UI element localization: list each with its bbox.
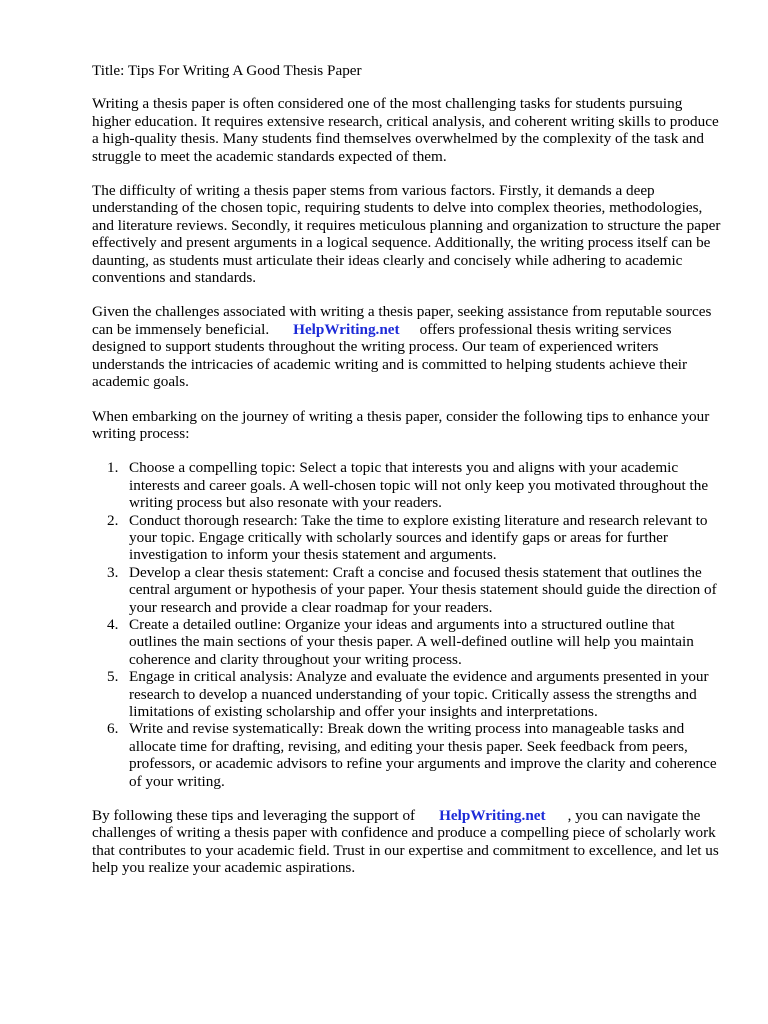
list-item xyxy=(107,563,722,616)
list-item-number: 2. xyxy=(107,511,119,529)
conclusion-paragraph xyxy=(92,807,722,877)
document-title: Title: Tips For Writing A Good Thesis Paper xyxy=(92,62,362,79)
tips-intro-paragraph: When embarking on the journey of writing a thesis paper, consider the following tips to enhance your writing process: xyxy=(92,407,710,442)
list-item-number: 6. xyxy=(107,720,119,738)
intro-paragraph: Writing a thesis paper is often considered one of the most challenging tasks for students pursuing higher education. It requires extensive research, critical analysis, and coherent writing skills to produce a high-quality thesis. Many students find themselves overwhelmed by the complexity of the task and struggle to meet the academic standards expected of them. xyxy=(92,95,719,165)
list-item xyxy=(107,459,722,512)
assistance-paragraph xyxy=(92,303,722,390)
list-item-number: 3. xyxy=(107,563,119,581)
list-item-text: Engage in critical analysis: Analyze and evaluate the evidence and arguments presented in your research to develop a nuanced understanding of your topic. Critically assess the strengths and limitations of existing scholarship and offer your insights and interpretations. xyxy=(129,668,709,720)
tips-list xyxy=(92,459,722,790)
list-item xyxy=(107,615,722,668)
assistance-text-after: offers professional thesis writing services designed to support students throughout the writing process. Our team of experienced writers understands the intricacies of academic writing and is committed to helping students achieve their academic goals. xyxy=(92,320,688,391)
conclusion-text-after: , you can navigate the challenges of writing a thesis paper with confidence and produce a compelling piece of scholarly work that contributes to your academic field. Trust in our expertise and commitment to excellence, and let us help you realize your academic aspirations. xyxy=(92,807,719,877)
list-item-number: 5. xyxy=(107,668,119,686)
list-item-text: Develop a clear thesis statement: Craft a concise and focused thesis statement that outlines the central argument or hypothesis of your paper. Your thesis statement should guide the direction of your research and provide a clear roadmap for your readers. xyxy=(129,563,717,616)
difficulty-paragraph: The difficulty of writing a thesis paper stems from various factors. Firstly, it demands a deep understanding of the chosen topic, requiring students to delve into complex theories, methodologies, and literature reviews. Secondly, it requires meticulous planning and organization to structure the paper effectively and present arguments in a logical sequence. Additionally, the writing process itself can be daunting, as students must articulate their ideas clearly and concisely while adhering to academic conventions and standards. xyxy=(92,182,721,287)
assistance-text-before: Given the challenges associated with writing a thesis paper, seeking assistance from reputable sources can be immensely beneficial. xyxy=(92,303,712,338)
list-item-text: Create a detailed outline: Organize your ideas and arguments into a structured outline that outlines the main sections of your thesis paper. A well-defined outline will help you maintain coherence and clarity throughout your writing process. xyxy=(129,615,694,668)
list-item xyxy=(107,720,722,790)
helpwriting-link[interactable]: HelpWriting.net xyxy=(293,320,400,338)
list-item-text: Conduct thorough research: Take the time to explore existing literature and research relevant to your topic. Engage critically with scholarly sources and identify gaps or areas for further investigation to inform your thesis statement and arguments. xyxy=(129,511,708,564)
helpwriting-link-2[interactable]: HelpWriting.net xyxy=(439,807,546,825)
list-item xyxy=(107,511,722,564)
list-item xyxy=(107,668,722,720)
list-item-number: 4. xyxy=(107,615,119,633)
list-item-text: Write and revise systematically: Break down the writing process into manageable tasks and allocate time for drafting, revising, and editing your thesis paper. Seek feedback from peers, professors, or academic advisors to refine your arguments and improve the clarity and coherence of your writing. xyxy=(129,720,717,790)
list-item-number: 1. xyxy=(107,459,119,477)
list-item-text: Choose a compelling topic: Select a topic that interests you and aligns with your academic interests and career goals. A well-chosen topic will not only keep you motivated throughout the writing process but also resonate with your readers. xyxy=(129,459,709,512)
conclusion-text-before: By following these tips and leveraging the support of xyxy=(92,807,416,825)
